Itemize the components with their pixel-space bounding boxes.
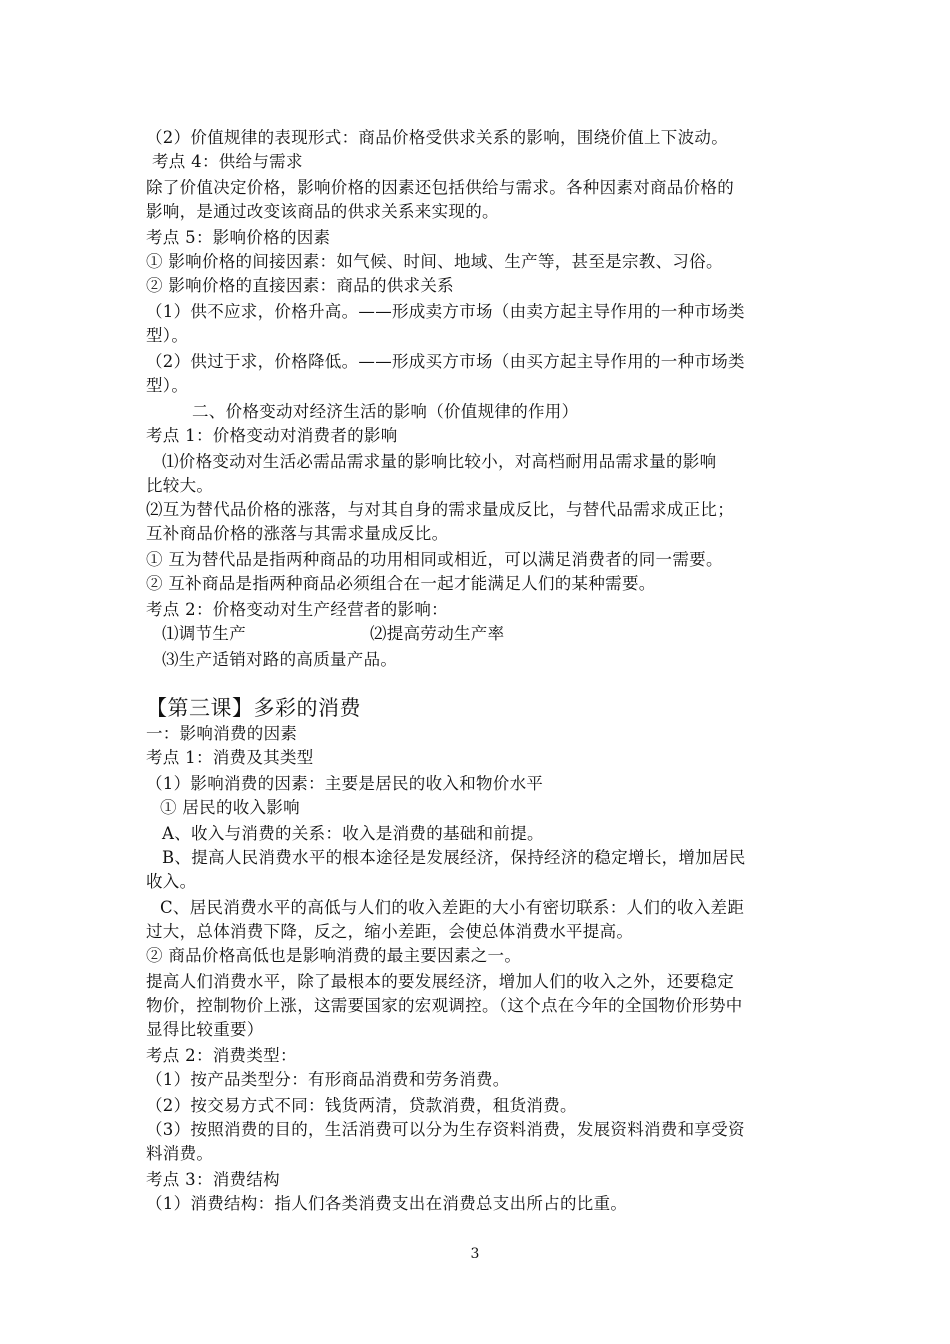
text-line: 互补商品价格的涨落与其需求量成反比。 (146, 524, 449, 543)
lesson-title: 【第三课】多彩的消费 (146, 696, 361, 720)
page-number: 3 (470, 1246, 480, 1262)
text-line: 比较大。 (146, 476, 214, 495)
text-line: 收入。 (146, 872, 197, 891)
section-heading: 考点 2：价格变动对生产经营者的影响： (146, 600, 448, 619)
text-line: ② 商品价格高低也是影响消费的最主要因素之一。 (146, 946, 522, 965)
text-line: 型）。 (146, 376, 189, 395)
text-line: C、居民消费水平的高低与人们的收入差距的大小有密切联系：人们的收入差距 (160, 898, 745, 917)
text-line: （3）按照消费的目的，生活消费可以分为生存资料消费，发展资料消费和享受资 (146, 1120, 745, 1139)
section-heading: 考点 4：供给与需求 (152, 152, 303, 171)
text-line: （1）供不应求，价格升高。——形成卖方市场（由卖方起主导作用的一种市场类 (146, 302, 745, 321)
text-line: 显得比较重要） (146, 1020, 264, 1039)
text-line: ⑵互为替代品价格的涨落，与对其自身的需求量成反比，与替代品需求成正比； (146, 500, 734, 519)
text-line: ① 互为替代品是指两种商品的功用相同或相近，可以满足消费者的同一需要。 (146, 550, 723, 569)
text-line: 影响，是通过改变该商品的供求关系来实现的。 (146, 202, 499, 221)
text-line: B、提高人民消费水平的根本途径是发展经济，保持经济的稳定增长，增加居民 (162, 848, 746, 867)
text-line: ⑴价格变动对生活必需品需求量的影响比较小，对高档耐用品需求量的影响 (162, 452, 717, 471)
text-line: ① 影响价格的间接因素：如气候、时间、地域、生产等，甚至是宗教、习俗。 (146, 252, 723, 271)
text-line: ① 居民的收入影响 (160, 798, 300, 817)
text-line: （1）按产品类型分：有形商品消费和劳务消费。 (146, 1070, 510, 1089)
text-line: （2）价值规律的表现形式：商品价格受供求关系的影响，围绕价值上下波动。 (146, 128, 728, 147)
text-line: （2）按交易方式不同：钱货两清，贷款消费，租货消费。 (146, 1096, 577, 1115)
text-line: 料消费。 (146, 1144, 214, 1163)
section-heading: 考点 2：消费类型： (146, 1046, 297, 1065)
list-item: ⑴调节生产 (162, 624, 246, 643)
section-heading: 二、价格变动对经济生活的影响（价值规律的作用） (192, 402, 579, 421)
text-line: 除了价值决定价格，影响价格的因素还包括供给与需求。各种因素对商品价格的 (146, 178, 734, 197)
text-line: 型）。 (146, 326, 189, 345)
text-line: （2）供过于求，价格降低。——形成买方市场（由买方起主导作用的一种市场类 (146, 352, 745, 371)
section-heading: 考点 1：消费及其类型 (146, 748, 314, 767)
section-heading: 考点 3：消费结构 (146, 1170, 280, 1189)
list-item: ⑶生产适销对路的高质量产品。 (162, 650, 398, 669)
list-item: ⑵提高劳动生产率 (370, 624, 505, 643)
text-line: 提高人们消费水平，除了最根本的要发展经济，增加人们的收入之外，还要稳定 (146, 972, 734, 991)
text-line: 物价，控制物价上涨，这需要国家的宏观调控。（这个点在今年的全国物价形势中 (146, 996, 743, 1015)
text-line: A、收入与消费的关系：收入是消费的基础和前提。 (162, 824, 544, 843)
text-line: ② 互补商品是指两种商品必须组合在一起才能满足人们的某种需要。 (146, 574, 656, 593)
text-line: （1）消费结构：指人们各类消费支出在消费总支出所占的比重。 (146, 1194, 628, 1213)
text-line: ② 影响价格的直接因素：商品的供求关系 (146, 276, 454, 295)
text-line: 过大，总体消费下降，反之，缩小差距，会使总体消费水平提高。 (146, 922, 634, 941)
section-heading: 考点 1：价格变动对消费者的影响 (146, 426, 398, 445)
section-heading: 考点 5：影响价格的因素 (146, 228, 331, 247)
text-line: （1）影响消费的因素：主要是居民的收入和物价水平 (146, 774, 544, 793)
section-heading: 一：影响消费的因素 (146, 724, 298, 743)
